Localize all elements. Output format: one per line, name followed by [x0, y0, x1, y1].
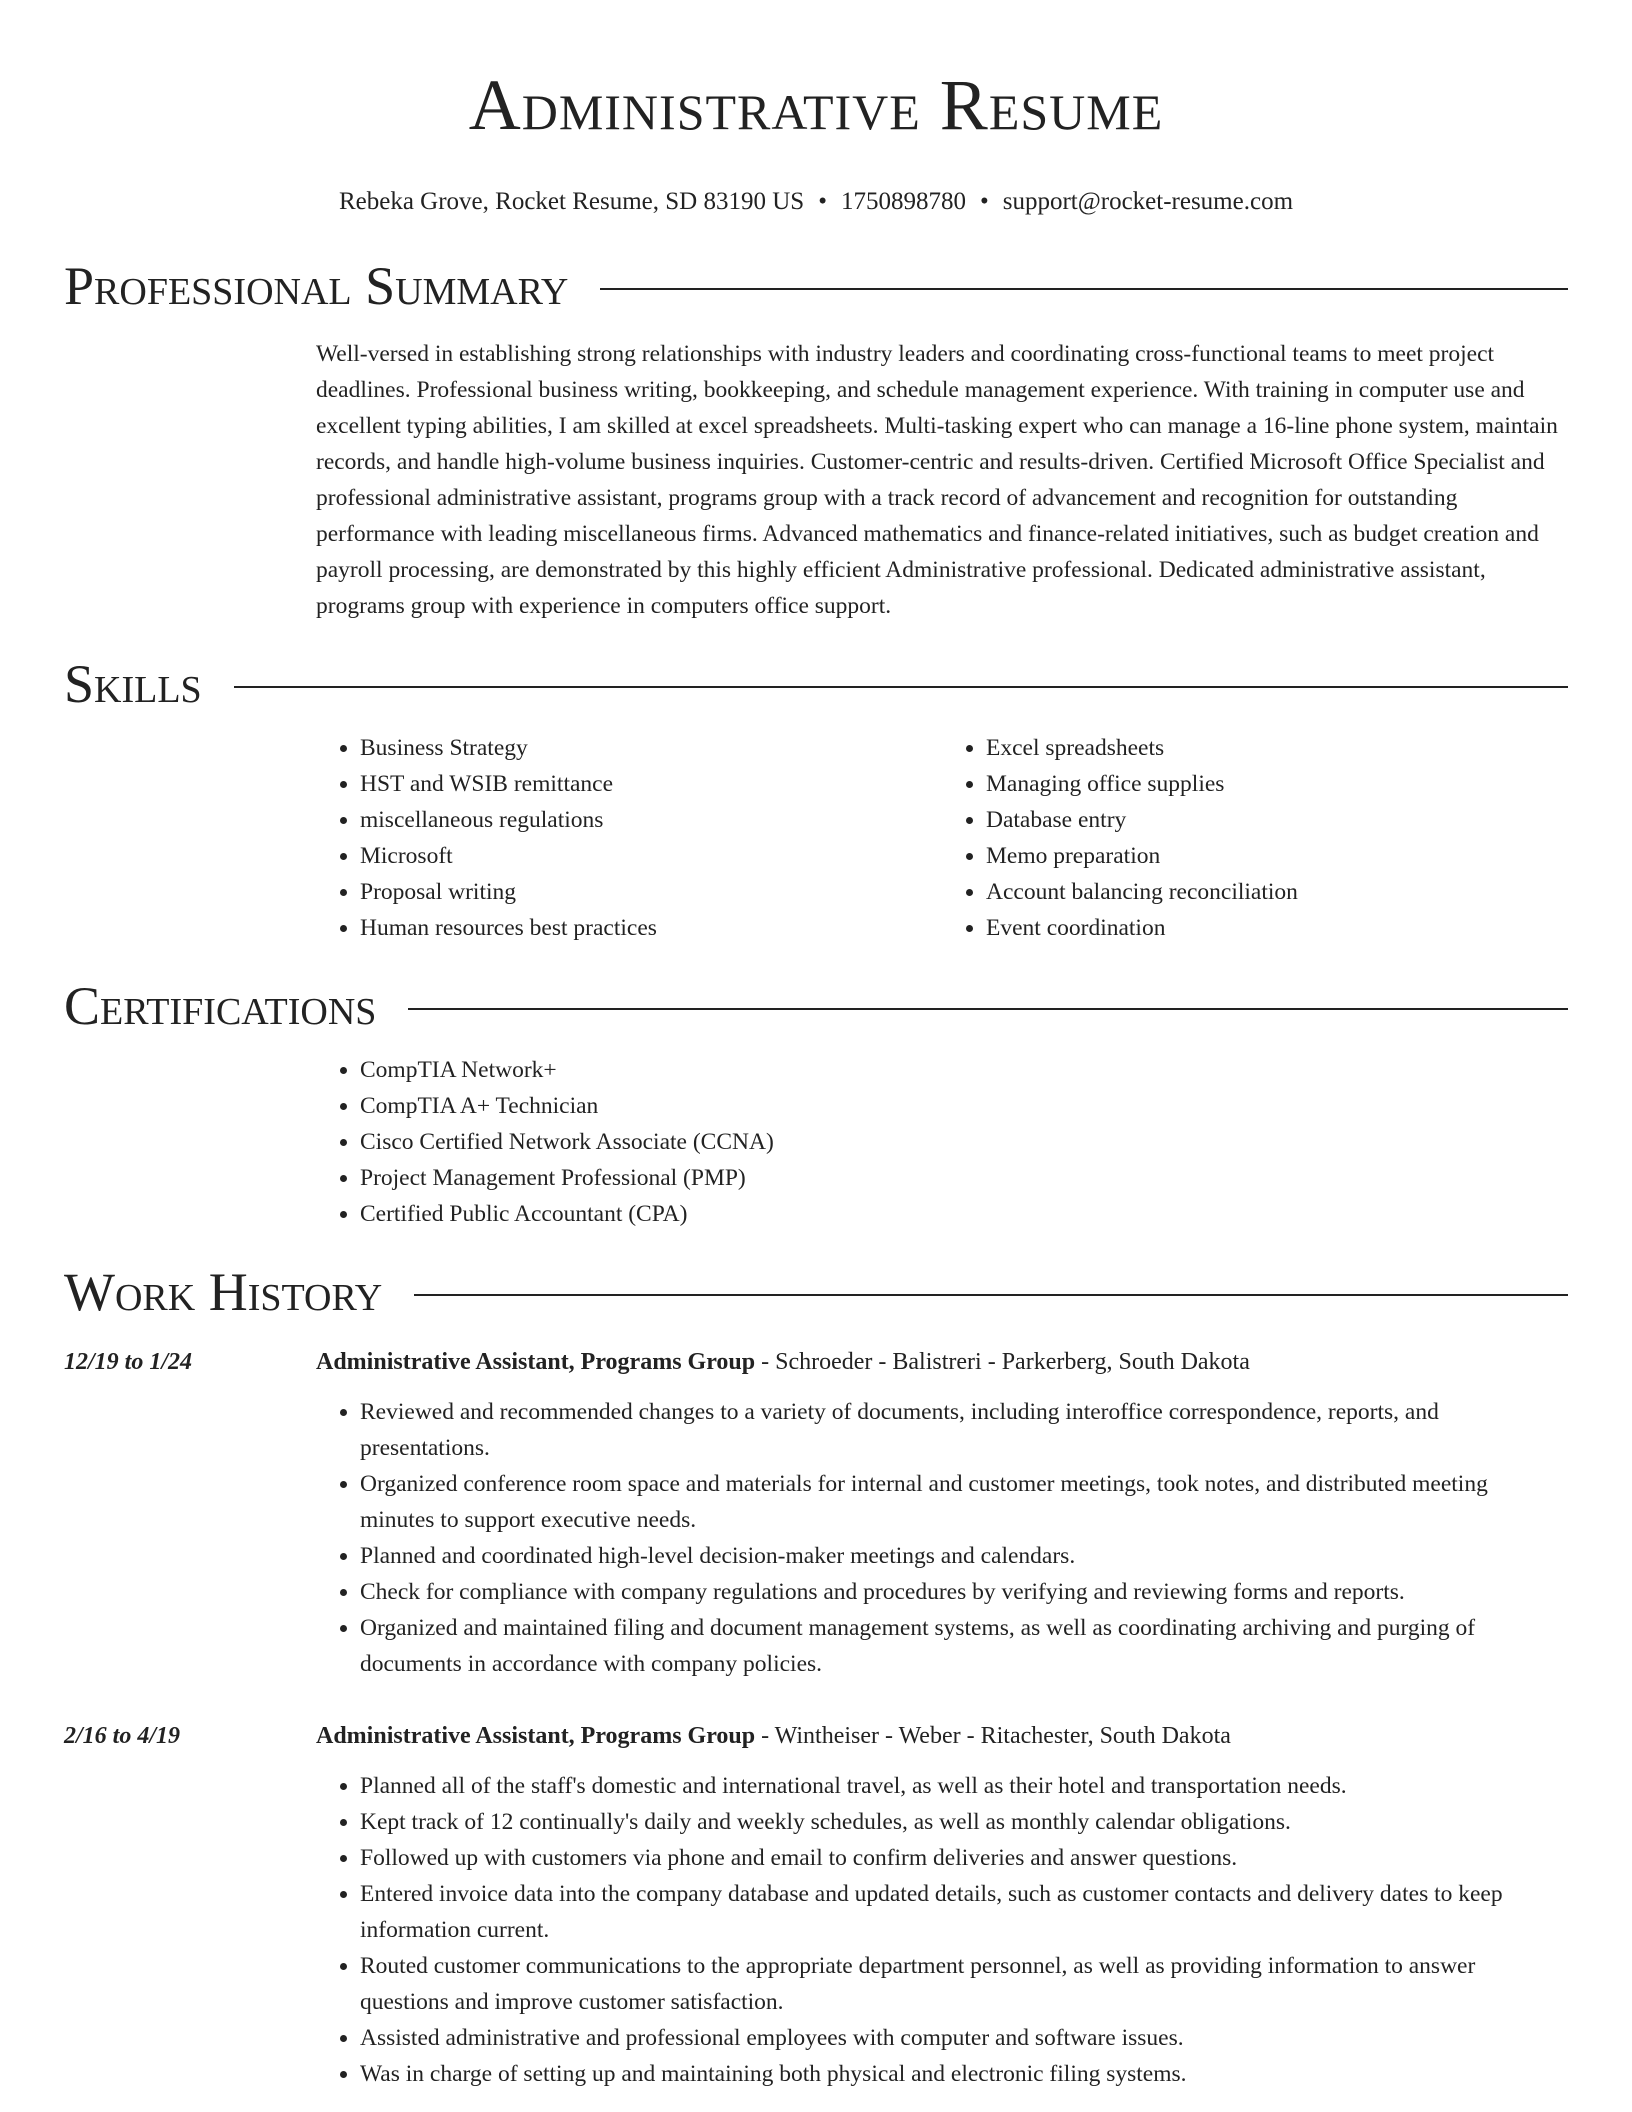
skill-item: • Human resources best practices [360, 910, 942, 946]
job-employer: - Schroeder - Balistreri - Parkerberg, South Dakota [755, 1349, 1250, 1375]
contact-line [64, 186, 1568, 218]
job-role: Administrative Assistant, Programs Group [316, 1723, 756, 1749]
summary-text: Well-versed in establishing strong relationships with industry leaders and coordinating cross-functional teams to meet project deadlines. Professional business writing, bookkeeping, and schedule management experience. With training in computer use and excellent typing abilities, I am skilled at excel spreadsheets. Multi-tasking expert who can manage a 16-line phone system, maintain records, and handle high-volume business inquiries. Customer-centric and results-driven. Certified Microsoft Office Specialist and professional administrative assistant, programs group with a track record of advancement and recognition for outstanding performance with leading miscellaneous firms. Advanced mathematics and finance-related initiatives, such as budget creation and payroll processing, are demonstrated by this highly efficient Administrative professional. Dedicated administrative assistant, programs group with experience in computers office support. [316, 341, 1558, 619]
skills-list-left [316, 730, 942, 946]
contact-address: Rebeka Grove, Rocket Resume, SD 83190 US [338, 188, 805, 215]
certification-item: • Certified Public Accountant (CPA) [360, 1196, 1568, 1232]
skill-item: • Memo preparation [986, 838, 1568, 874]
job-body [316, 1718, 1568, 2092]
skills-grid [316, 730, 1568, 946]
job-bullet: • Routed customer communications to the appropriate department personnel, as well as providing information to answer questions and improve customer satisfaction. [360, 1948, 1568, 2020]
document-title: Administrative Resume [468, 65, 1164, 145]
job-body [316, 1344, 1568, 1682]
contact-separator: • [818, 188, 827, 215]
skill-item: • miscellaneous regulations [360, 802, 942, 838]
certification-item: • Project Management Professional (PMP) [360, 1160, 1568, 1196]
job-bullet: • Assisted administrative and professional employees with computer and software issues. [360, 2020, 1568, 2056]
certification-item: • Cisco Certified Network Associate (CCNA) [360, 1124, 1568, 1160]
job-bullet: • Planned and coordinated high-level decision-maker meetings and calendars. [360, 1538, 1568, 1574]
job-bullet: • Check for compliance with company regulations and procedures by verifying and reviewing forms and reports. [360, 1574, 1568, 1610]
skill-item: • Managing office supplies [986, 766, 1568, 802]
skills-heading: Skills [64, 654, 202, 714]
skill-item: • Proposal writing [360, 874, 942, 910]
certification-item: • CompTIA Network+ [360, 1052, 1568, 1088]
skill-item: • Excel spreadsheets [986, 730, 1568, 766]
section-divider [234, 686, 1568, 688]
job-bullet: • Organized and maintained filing and document management systems, as well as coordinating archiving and purging of documents in accordance with company policies. [360, 1610, 1568, 1682]
skill-item: • Business Strategy [360, 730, 942, 766]
job-entry [64, 1344, 1568, 1682]
summary-section-header [64, 256, 1568, 316]
job-bullets [316, 1768, 1568, 2092]
skill-item: • Event coordination [986, 910, 1568, 946]
contact-phone: 1750898780 [840, 188, 966, 215]
job-heading [316, 1718, 1568, 1754]
certifications-heading: Certifications [64, 976, 377, 1036]
job-bullet: • Organized conference room space and materials for internal and customer meetings, took notes, and distributed meeting minutes to support executive needs. [360, 1466, 1568, 1538]
job-role: Administrative Assistant, Programs Group [316, 1349, 756, 1375]
job-bullets [316, 1394, 1568, 1682]
skills-list-right [942, 730, 1568, 946]
job-bullet: • Was in charge of setting up and maintaining both physical and electronic filing systems. [360, 2056, 1568, 2092]
certifications-section-header [64, 976, 1568, 1036]
contact-separator: • [979, 188, 989, 215]
section-divider [600, 288, 1568, 290]
section-divider [408, 1008, 1568, 1010]
job-employer: - Wintheiser - Weber - Ritachester, South Dakota [755, 1723, 1231, 1749]
contact-email: support@rocket-resume.com [1002, 188, 1294, 215]
job-bullet: • Entered invoice data into the company database and updated details, such as customer contacts and delivery dates to keep information current. [360, 1876, 1568, 1948]
job-dates: 12/19 to 1/24 [64, 1349, 193, 1375]
work-history-heading: Work History [64, 1262, 383, 1322]
job-heading [316, 1344, 1568, 1380]
skill-item: • HST and WSIB remittance [360, 766, 942, 802]
certification-item: • CompTIA A+ Technician [360, 1088, 1568, 1124]
job-bullet: • Kept track of 12 continually's daily and weekly schedules, as well as monthly calendar obligations. [360, 1804, 1568, 1840]
skill-item: • Microsoft [360, 838, 942, 874]
summary-heading: Professional Summary [64, 256, 569, 316]
job-bullet: • Followed up with customers via phone and email to confirm deliveries and answer questions. [360, 1840, 1568, 1876]
job-bullet: • Planned all of the staff's domestic and international travel, as well as their hotel and transportation needs. [360, 1768, 1568, 1804]
certifications-list [316, 1052, 1568, 1232]
work-history-section-header [64, 1262, 1568, 1322]
job-bullet: • Reviewed and recommended changes to a variety of documents, including interoffice correspondence, reports, and presentations. [360, 1394, 1568, 1466]
section-divider [414, 1294, 1568, 1296]
skill-item: • Database entry [986, 802, 1568, 838]
skills-section-header [64, 654, 1568, 714]
skill-item: • Account balancing reconciliation [986, 874, 1568, 910]
job-entry [64, 1718, 1568, 2092]
job-dates: 2/16 to 4/19 [64, 1723, 181, 1749]
